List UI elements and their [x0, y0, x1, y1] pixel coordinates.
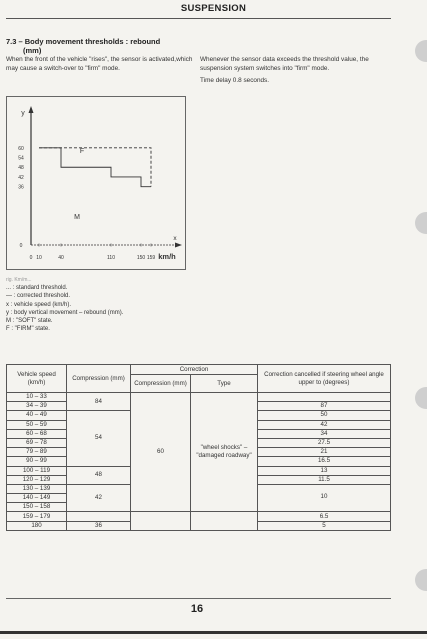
x-tick-label: 40 — [58, 255, 64, 261]
legend-item-standard: ... : standard threshold. — [6, 285, 68, 292]
cancel-cell: 34 — [258, 429, 391, 438]
threshold-chart-svg — [7, 97, 185, 269]
footer-rule — [6, 598, 391, 599]
header-correction-compression: Compression (mm) — [131, 375, 191, 393]
speed-cell: 50 – 59 — [7, 420, 67, 429]
speed-cell: 150 – 158 — [7, 503, 67, 512]
chart-legend — [6, 276, 123, 333]
compression-cell: 42 — [67, 484, 131, 512]
binder-tab — [415, 569, 427, 591]
cancel-cell: 87 — [258, 402, 391, 411]
speed-cell: 69 – 78 — [7, 438, 67, 447]
cancel-cell: 6.5 — [258, 512, 391, 521]
time-delay-text: Time delay 0.8 seconds. — [200, 77, 270, 84]
speed-cell: 100 – 119 — [7, 466, 67, 475]
correction-table — [6, 364, 391, 531]
cancel-cell: 16.5 — [258, 457, 391, 466]
legend-item-x: x : vehicle speed (km/h). — [6, 301, 72, 308]
cancel-cell: 13 — [258, 466, 391, 475]
header-correction-type: Type — [191, 375, 258, 393]
y-tick-label: 54 — [18, 155, 24, 162]
legend-item-corrected: — : corrected threshold. — [6, 293, 71, 300]
correction-type-cell: "wheel shocks" – "damaged roadway" — [191, 393, 258, 512]
header-cancel-angle: Correction cancelled if steering wheel angle upper to (degrees) — [258, 365, 391, 393]
x-unit-label: km/h — [158, 252, 176, 261]
speed-cell: 79 – 89 — [7, 448, 67, 457]
corrected-threshold-line — [39, 148, 151, 187]
header-rule — [6, 18, 391, 19]
correction-type-cell-empty — [191, 512, 258, 530]
x-tick-label: 0 — [29, 255, 33, 261]
cancel-cell: 42 — [258, 420, 391, 429]
header-correction: Correction — [131, 365, 258, 375]
page-number: 16 — [190, 603, 204, 615]
legend-item-firm: F : "FIRM" state. — [6, 326, 50, 333]
speed-cell: 120 – 129 — [7, 475, 67, 484]
cancel-cell: 21 — [258, 448, 391, 457]
speed-cell: 130 – 139 — [7, 484, 67, 493]
region-label-soft: M — [74, 214, 80, 221]
binder-tab — [415, 387, 427, 409]
legend-item-soft: M : "SOFT" state. — [6, 318, 53, 325]
y-tick-label: 48 — [18, 165, 24, 172]
compression-cell: 54 — [67, 411, 131, 466]
correction-compression-cell-empty — [131, 512, 191, 530]
compression-cell: 84 — [67, 393, 131, 411]
binder-tab — [415, 40, 427, 62]
threshold-paragraph — [200, 56, 390, 86]
x-tick-label: 159 — [146, 255, 156, 261]
x-axis-label: x — [173, 235, 177, 242]
y-tick-label: 36 — [18, 184, 24, 191]
cancel-cell: 11.5 — [258, 475, 391, 484]
speed-cell: 159 – 179 — [7, 512, 67, 521]
header-vehicle-speed: Vehicle speed (km/h) — [7, 365, 67, 393]
y-axis-arrow — [29, 106, 34, 113]
y-tick-label: 0 — [19, 243, 23, 249]
cancel-cell: 50 — [258, 411, 391, 420]
speed-cell: 40 – 49 — [7, 411, 67, 420]
x-tick-label: 150 — [136, 255, 146, 261]
speed-cell: 180 — [7, 521, 67, 530]
speed-cell: 140 – 149 — [7, 494, 67, 503]
header-compression: Compression (mm) — [67, 365, 131, 393]
cancel-cell: 5 — [258, 521, 391, 530]
compression-cell: 48 — [67, 466, 131, 484]
region-label-firm: F — [79, 148, 85, 155]
compression-cell-empty — [67, 512, 131, 521]
section-title-line1: 7.3 – Body movement thresholds : rebound — [6, 37, 161, 46]
speed-cell: 10 – 33 — [7, 393, 67, 402]
speed-cell: 34 – 39 — [7, 402, 67, 411]
bottom-bar — [0, 631, 427, 634]
speed-cell: 90 – 99 — [7, 457, 67, 466]
cancel-cell: 10 — [258, 484, 391, 512]
legend-item-y: y : body vertical movement – rebound (mm). — [6, 309, 124, 316]
compression-cell: 36 — [67, 521, 131, 530]
page-header: SUSPENSION — [180, 3, 247, 14]
y-tick-label: 42 — [18, 174, 24, 181]
x-tick-label: 110 — [107, 255, 115, 261]
speed-cell: 60 – 68 — [7, 429, 67, 438]
threshold-chart — [6, 96, 186, 270]
threshold-text: Whenever the sensor data exceeds the threshold value, the suspension system switches into "firm" mode. — [200, 56, 369, 72]
intro-paragraph: When the front of the vehicle "rises", the sensor is activated,which may cause a switch-over to "firm" mode. — [6, 56, 193, 72]
x-tick-label: 10 — [36, 255, 42, 261]
cancel-cell: 27.5 — [258, 438, 391, 447]
section-title — [6, 37, 206, 55]
x-axis-arrow — [175, 243, 182, 248]
cancel-cell-empty — [258, 393, 391, 402]
y-axis-label: y — [21, 110, 25, 117]
legend-faint-label: rig. Km/m... — [6, 277, 32, 283]
binder-tab — [415, 212, 427, 234]
correction-compression-cell: 60 — [131, 393, 191, 512]
section-title-line2: (mm) — [23, 46, 42, 55]
y-tick-label: 60 — [18, 145, 24, 152]
